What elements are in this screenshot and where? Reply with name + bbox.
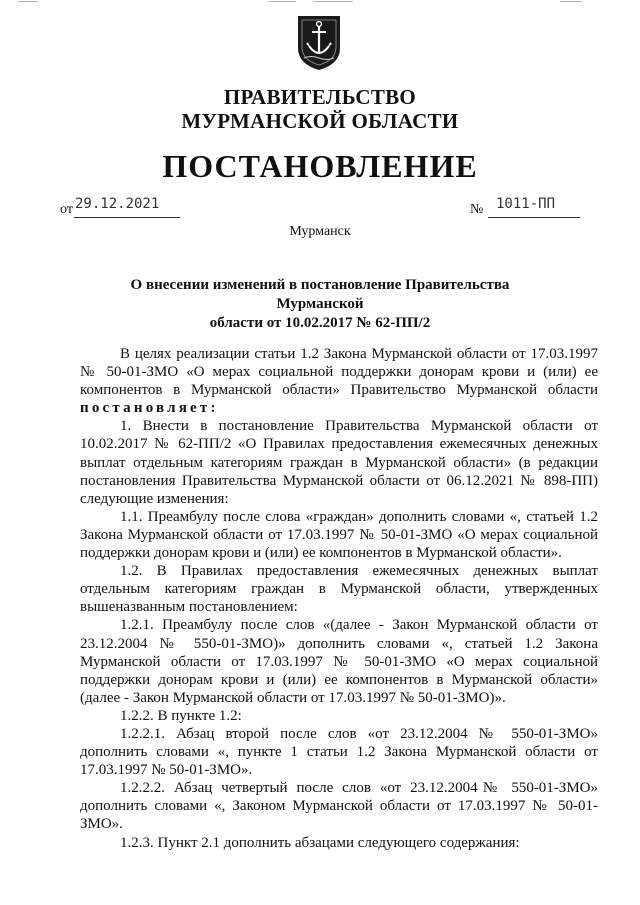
body-line: следующие изменения: [80, 490, 229, 507]
body-line: В целях реализации статьи 1.2 Закона Мурманской области от 17.03.1997 [120, 346, 598, 362]
document-title [95, 276, 545, 333]
body-line: вышеназванным постановлением: [80, 599, 298, 616]
date-value: 29.12.2021 [75, 196, 160, 212]
decree-word [80, 399, 598, 417]
body-line: 23.12.2004 № 550-01-ЗМО)» дополнить словами «, статьей 1.2 Закона [80, 635, 598, 652]
body-line: 1.2. В Правилах предоставления ежемесячных денежных выплат [120, 563, 598, 580]
body-line: 1. Внести в постановление Правительства Мурманской области от [120, 418, 598, 435]
body-line: 1.2.1. Преамбулу после слов «(далее - Закон Мурманской области от [120, 617, 598, 634]
body-line: 17.03.1997 № 50-01-ЗМО». [80, 762, 253, 779]
city-name: Мурманск [289, 224, 351, 239]
body-line: Мурманской области от 17.03.1997 № 50-01-ЗМО «О мерах социальной [80, 653, 598, 670]
body-line: компонентов в Мурманской области» Правительство Мурманской области [80, 382, 598, 399]
scan-top-rules [0, 0, 640, 4]
body-line: постановления Правительства Мурманской области от 06.12.2021 № 898-ПП) [80, 472, 598, 489]
document-body [80, 345, 598, 852]
coat-of-arms-icon [296, 14, 342, 72]
decree-word-text: постановляет: [80, 400, 219, 417]
government-name-line-1: ПРАВИТЕЛЬСТВО [223, 85, 417, 109]
date-prefix: от [60, 202, 73, 217]
document-number [470, 196, 580, 220]
body-line: 1.2.2.2. Абзац четвертый после слов «от 23.12.2004№ 550-01-ЗМО» [120, 780, 598, 797]
body-line: поддержки донорам крови и (или) ее компонентов в Мурманской области» [80, 671, 598, 688]
body-line: отдельным категориям граждан в Мурманской области, утвержденных [80, 581, 598, 598]
number-value: 1011-ПП [496, 196, 556, 212]
body-line: выплат отдельным категориям граждан в Мурманской области» (в редакции [80, 454, 598, 471]
document-type-heading: ПОСТАНОВЛЕНИЕ [162, 148, 478, 184]
body-line: (далее - Закон Мурманской области от 17.03.1997 № 50-01-ЗМО)». [80, 689, 506, 706]
date-underline [74, 217, 180, 218]
body-line: 1.2.3. Пункт 2.1 дополнить абзацами следующего содержания: [120, 834, 520, 851]
government-name-line-2: МУРМАНСКОЙ ОБЛАСТИ [181, 109, 459, 133]
title-line-2: области от 10.02.2017 № 62-ПП/2 [209, 315, 431, 331]
body-line: 1.1. Преамбулу после слова «граждан» дополнить словами «, статьей 1.2 [120, 508, 598, 525]
document-date [60, 196, 180, 220]
body-line: 10.02.2017 № 62-ПП/2 «О Правилах предоставления ежемесячных денежных [80, 436, 598, 453]
number-prefix: № [470, 202, 484, 217]
body-line: 1.2.2. В пункте 1.2: [120, 707, 242, 724]
body-line: поддержки донорам крови и (или) ее компонентов в Мурманской области». [80, 545, 562, 562]
body-line: № 50-01-ЗМО «О мерах социальной поддержки донорам крови и (или) ее [80, 364, 598, 381]
body-line: ЗМО». [80, 816, 123, 833]
body-line: 1.2.2.1. Абзац второй после слов «от 23.12.2004 № 550-01-ЗМО» [120, 725, 598, 742]
body-line: дополнить словами «, пункте 1 статьи 1.2 Закона Мурманской области от [80, 744, 598, 761]
number-underline [488, 217, 580, 218]
title-line-1: О внесении изменений в постановление Правительства Мурманской [130, 277, 510, 312]
body-line: Закона Мурманской области от 17.03.1997 № 50-01-ЗМО «О мерах социальной [80, 526, 598, 543]
body-line: дополнить словами «, Законом Мурманской области от 17.03.1997 № 50-01- [80, 798, 598, 815]
